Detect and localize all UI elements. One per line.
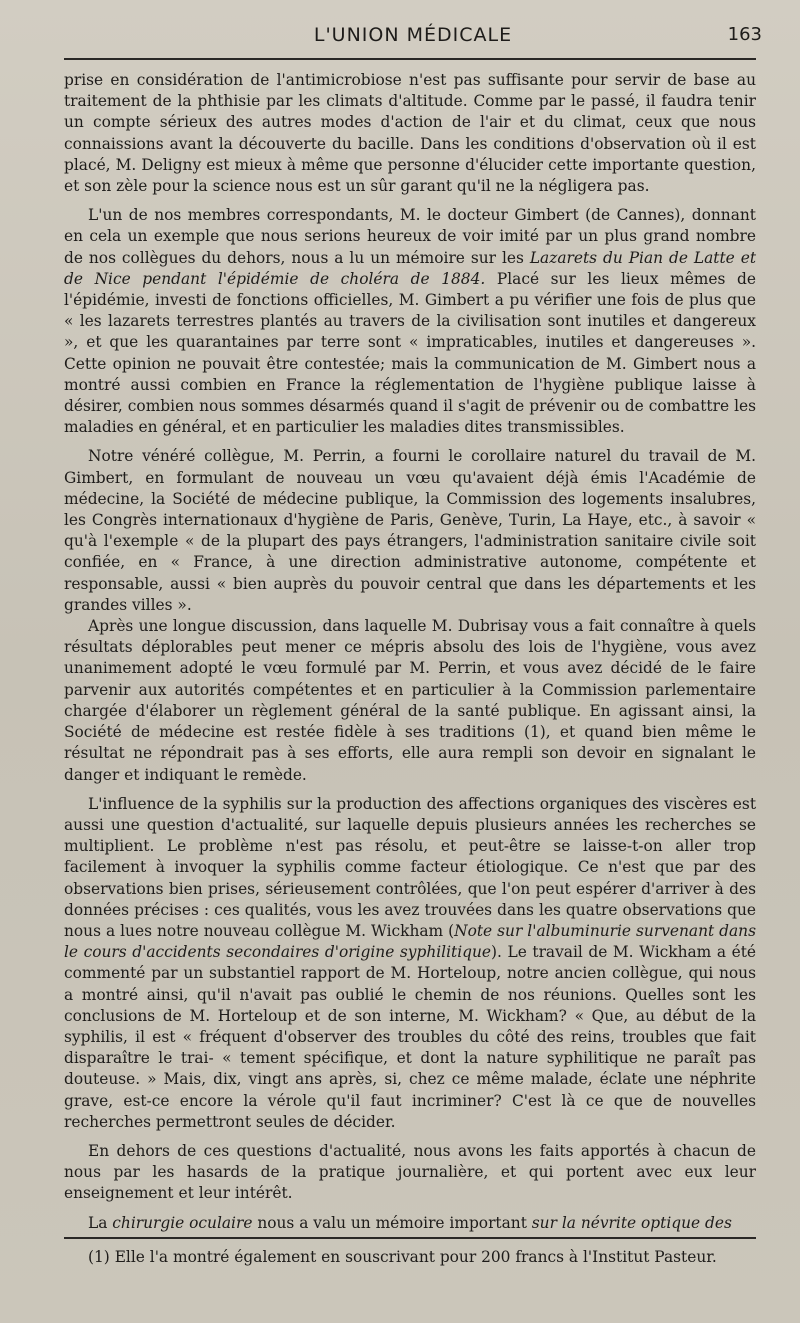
paragraph-6: En dehors de ces questions d'actualité, nous avons les faits apportés à chacun de nous par les hasards de la pratique journalière, et qui portent avec eux leur enseignement et leur intérêt. <box>64 1141 756 1203</box>
paragraph-5-text-a: L'influence de la syphilis sur la production des affections organiques des viscères est aussi une question d'actualité, sur laquelle depuis plusieurs années les recherches se multiplient. Le problème n'est pas résolu, et peut-être se laisse-t-on aller trop facilement à invoquer la syphilis comme facteur étiologique. Ce n'est que par des observations bien prises, sérieusement contrôlées, que l'on peut espérer d'arriver à des données précises : ces qualités, vous les avez trouvées dans les quatre observations que nous a lues notre nouveau collègue M. Wickham ( <box>64 794 756 940</box>
paragraph-7-italic-a: chirurgie oculaire <box>112 1213 253 1232</box>
paragraph-2 <box>64 205 756 438</box>
header-rule <box>64 58 756 60</box>
paragraph-7-text-b: nous a valu un mémoire important <box>252 1213 532 1232</box>
paragraph-1: prise en considération de l'antimicrobiose n'est pas suffisante pour servir de base au traitement de la phthisie par les climats d'altitude. Comme par le passé, il faudra tenir un compte sérieux des autres modes d'action de l'air et du climat, ceux que nous connaissions avant la découverte du bacille. Dans les conditions d'observation où il est placé, M. Deligny est mieux à même que personne d'élucider cette importante question, et son zèle pour la science nous est un sûr garant qu'il ne la négligera pas. <box>64 71 756 196</box>
footnote: (1) Elle l'a montré également en souscrivant pour 200 francs à l'Institut Pasteur. <box>88 1248 717 1266</box>
body-text <box>64 70 756 1242</box>
paragraph-7 <box>64 1213 756 1234</box>
paragraph-5-text-b: ). Le travail de M. Wickham a été commenté par un substantiel rapport de M. Horteloup, notre ancien collègue, qui nous a montré ainsi, qu'il n'avait pas oublié le chemin de nos réunions. Quelles sont les conclusions de M. Horteloup et de son interne, M. Wickham? « Que, au début de la syphilis, il est « fréquent d'observer des troubles du côté des reins, troubles que fait disparaître le trai- « tement spécifique, et dont la nature syphilitique ne paraît pas douteuse. » Mais, dix, vingt ans après, si, chez ce même malade, éclate une néphrite grave, est-ce encore la vérole qu'il faut incriminer? C'est là ce que de nouvelles recherches permettront seules de décider. <box>64 943 756 1131</box>
running-head <box>64 22 762 52</box>
paragraph-5-italic-title: Note sur l'albuminurie survenant dans le cours d'accidents secondaires d'origine syphilitique <box>64 921 756 962</box>
paragraph-7-text-a: La <box>88 1213 113 1232</box>
paragraph-2-italic-title: Lazarets du Pian de Latte et de Nice pendant l'épidémie de choléra de 1884. <box>64 248 757 288</box>
page-number: 163 <box>727 24 762 45</box>
paragraph-2-text-b: Placé sur les lieux mêmes de l'épidémie, investi de fonctions officielles, M. Gimbert a pu vérifier une fois de plus que « les lazarets terrestres plantés au travers de la civilisation sont inutiles et dangereux », et que les quarantaines par terre sont « impraticables, inutiles et dangereuses ». Cette opinion ne pouvait être contestée; mais la communication de M. Gimbert nous a montré aussi combien en France la réglementation de l'hygiène publique laisse à désirer, combien nous sommes désarmés quand il s'agit de prévenir ou de combattre les maladies en général, et en particulier les maladies dites transmissibles. <box>64 269 756 437</box>
paragraph-7-italic-b: sur la névrite optique des <box>531 1213 732 1232</box>
paragraph-5 <box>64 794 756 1133</box>
footnote-rule <box>64 1237 756 1239</box>
paragraph-3: Notre vénéré collègue, M. Perrin, a fourni le corollaire naturel du travail de M. Gimbert, en formulant de nouveau un vœu qu'avaient déjà émis l'Académie de médecine, la Société de médecine publique, la Commission des logements insalubres, les Congrès internationaux d'hygiène de Paris, Genève, Turin, La Haye, etc., à savoir « qu'à l'exemple « de la plupart des pays étrangers, l'administration sanitaire civile soit confiée, en « France, à une direction administrative autonome, compétente et responsable, aussi « bien auprès du pouvoir central que dans les départements et les grandes villes ». <box>64 447 756 614</box>
running-title: L'UNION MÉDICALE <box>313 24 513 46</box>
paragraph-4: Après une longue discussion, dans laquelle M. Dubrisay vous a fait connaître à quels résultats déplorables peut mener ce mépris absolu des lois de l'hygiène, vous avez unanimement adopté le vœu formulé par M. Perrin, et vous avez décidé de le faire parvenir aux autorités compétentes et en particulier à la Commission parlementaire chargée d'élaborer un règlement général de la santé publique. En agissant ainsi, la Société de médecine est restée fidèle à ses traditions (1), et quand bien même le résultat ne répondrait pas à ses efforts, elle aura rempli son devoir en signalant le danger et indiquant le remède. <box>64 617 756 784</box>
paragraph-2-text-a: L'un de nos membres correspondants, M. le docteur Gimbert (de Cannes), donnant en cela un exemple que nous serions heureux de voir imité par un plus grand nombre de nos collègues du dehors, nous a lu un mémoire sur les <box>64 206 756 267</box>
